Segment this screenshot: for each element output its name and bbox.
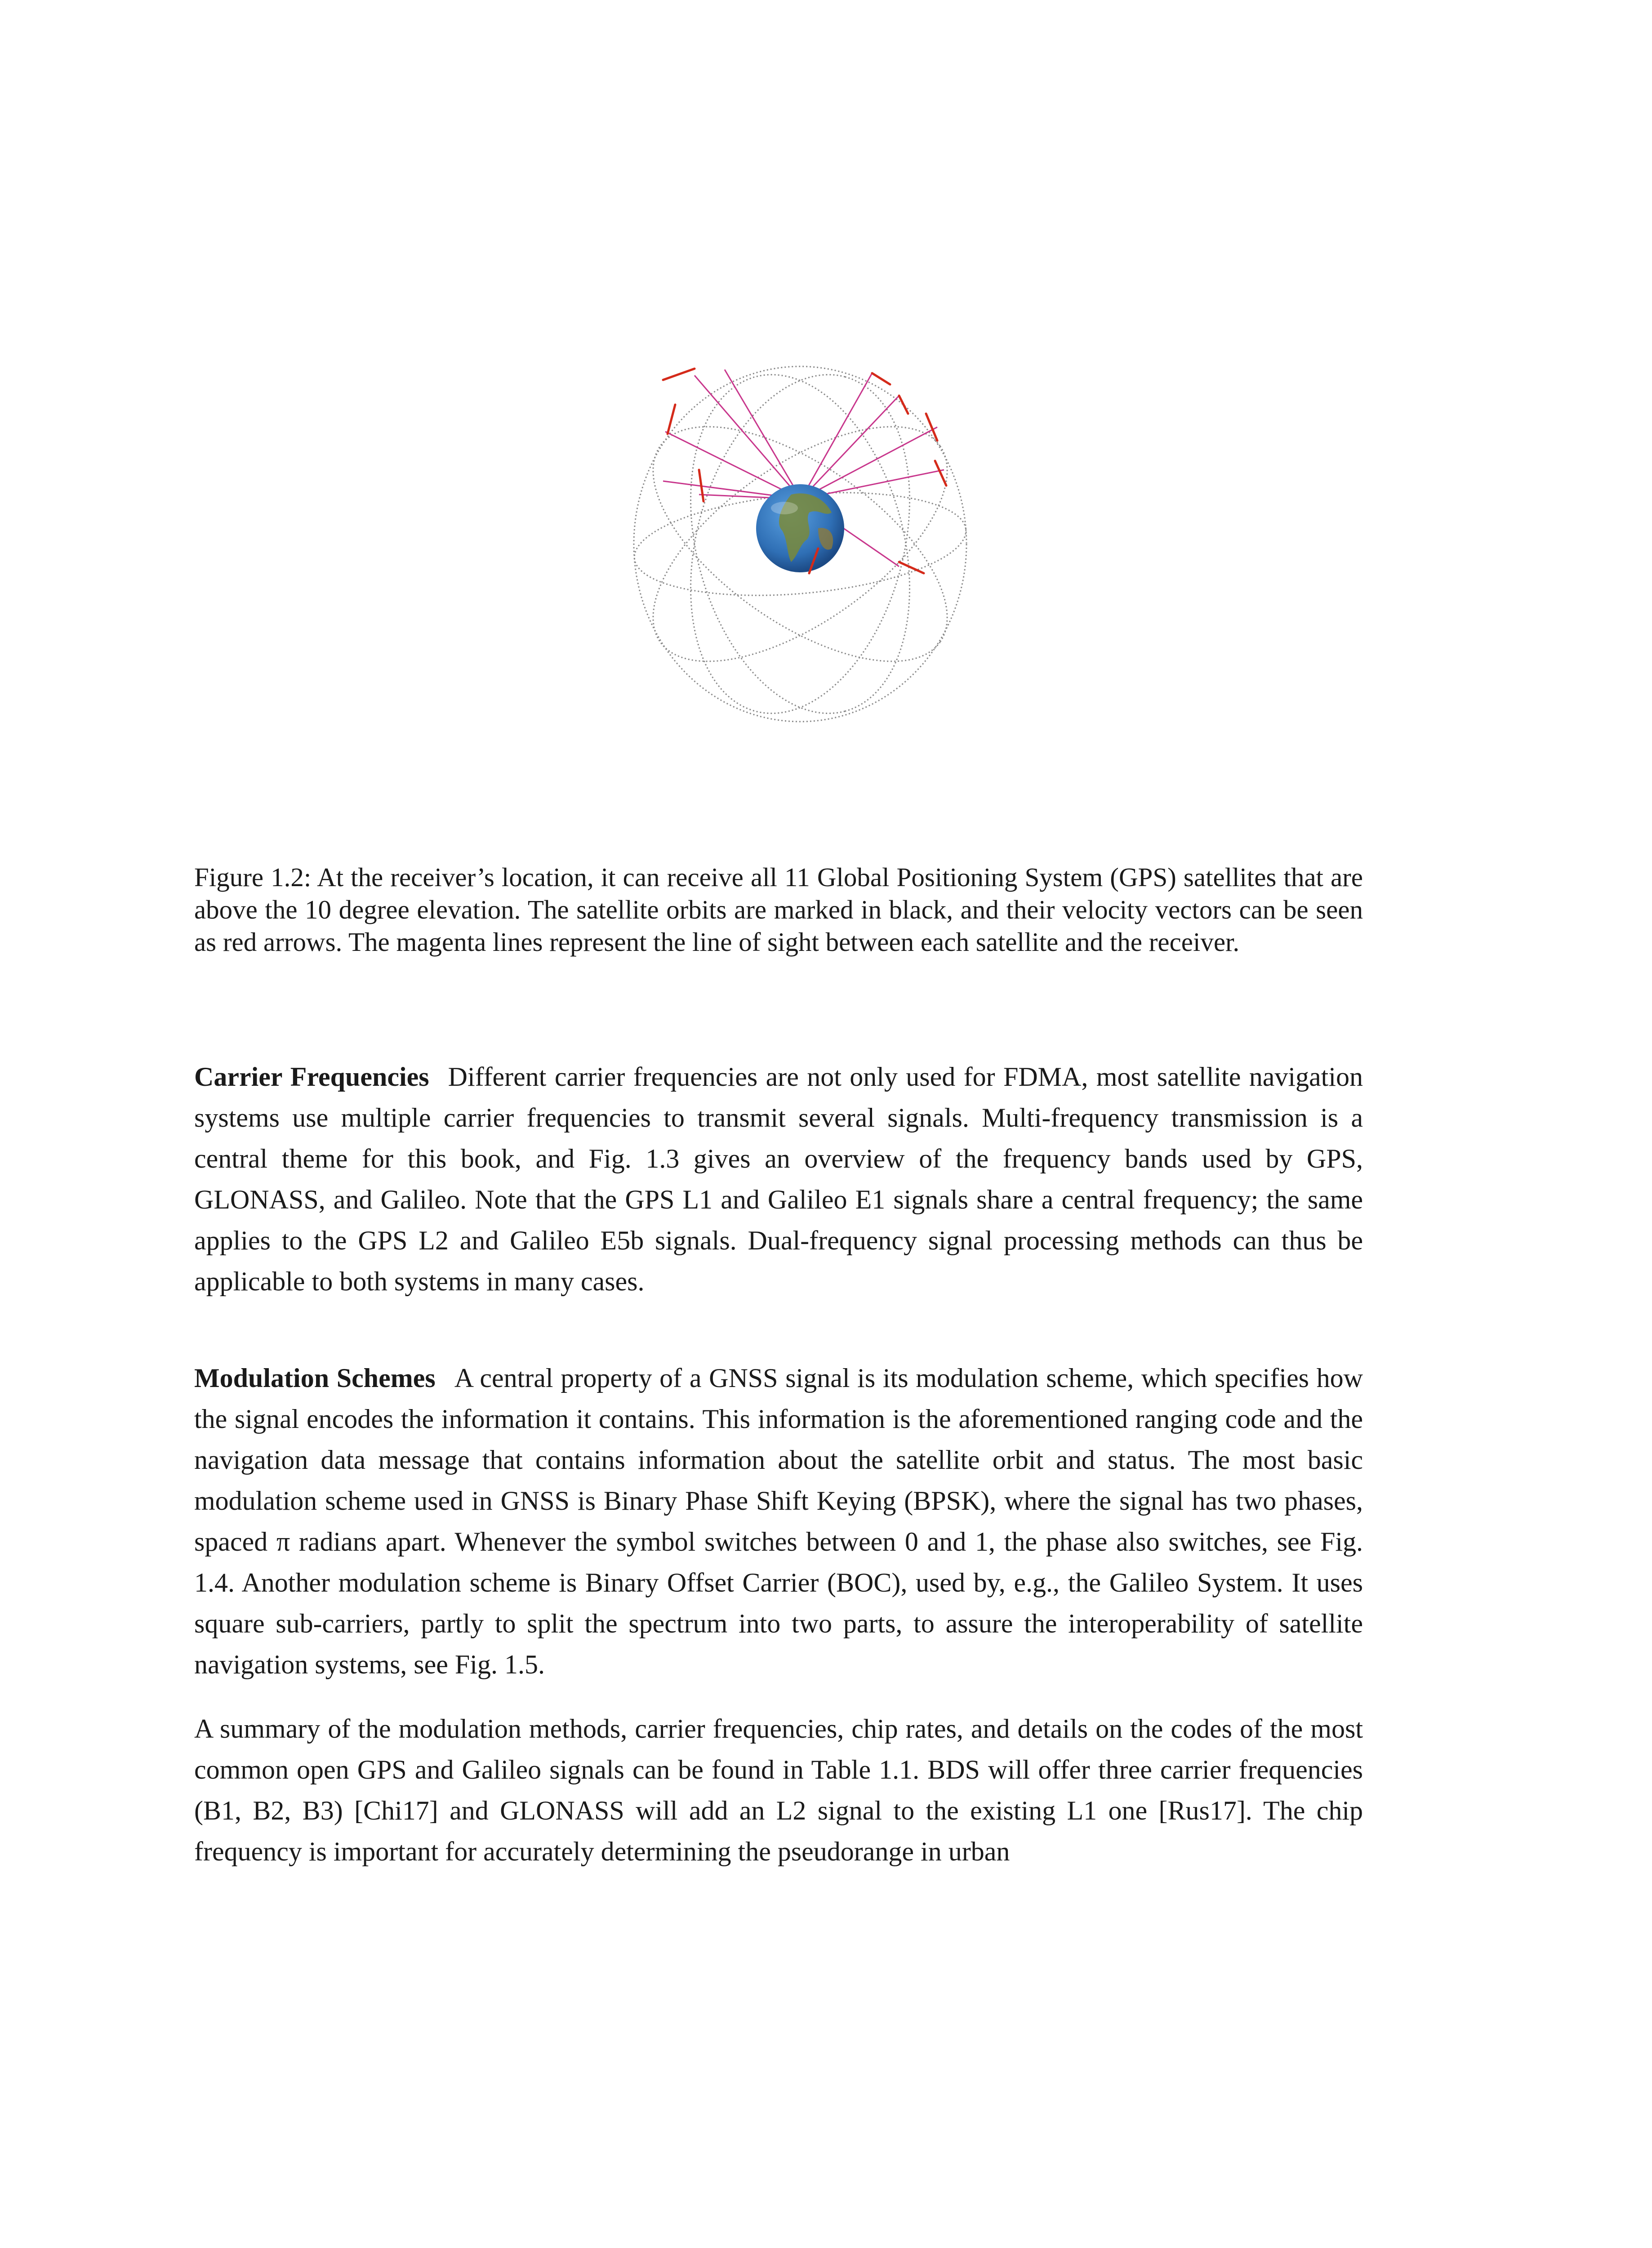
line-of-sight	[695, 375, 801, 499]
paragraph-text: A central property of a GNSS signal is its modulation scheme, which specifies how the signal encodes the information it contains. This information is the aforementioned ranging code and the navigation data message that contains information about the satellite orbit and status. The most basic modulation scheme used in GNSS is Binary Phase Shift Keying (BPSK), where the signal has two phases, spaced π radians apart. Whenever the symbol switches between 0 and 1, the phase also switches, see Fig. 1.4. Another modulation scheme is Binary Offset Carrier (BOC), used by, e.g., the Galileo System. It uses square sub-carriers, partly to split the spectrum into two parts, to assure the interoperability of satellite navigation systems, see Fig. 1.5.	[194, 1363, 1363, 1679]
velocity-vector	[663, 369, 695, 380]
velocity-vector	[899, 396, 908, 414]
earth-globe	[756, 484, 844, 572]
paragraph-text: Different carrier frequencies are not only used for FDMA, most satellite navigation systems use multiple carrier frequencies to transmit several signals. Multi-frequency transmission is a central theme for this book, and Fig. 1.3 gives an overview of the frequency bands used by GPS, GLONASS, and Galileo. Note that the GPS L1 and Galileo E1 signals share a central frequency; the same applies to the GPS L2 and Galileo E5b signals. Dual-frequency signal processing methods can thus be applicable to both systems in many cases.	[194, 1062, 1363, 1296]
constellation-diagram	[620, 351, 980, 737]
velocity-vector	[926, 414, 937, 441]
satellite-constellation-figure	[620, 351, 980, 737]
velocity-vector	[872, 373, 890, 384]
figure-caption: Figure 1.2: At the receiver’s location, it can receive all 11 Global Positioning System (GPS) satellites that are above the 10 degree elevation. The satellite orbits are marked in black, and their velocity vectors can be seen as red arrows. The magenta lines represent the line of sight between each satellite and the receiver.	[194, 862, 1363, 957]
paragraph-summary	[194, 1708, 1363, 1872]
paragraph-carrier-frequencies	[194, 1057, 1363, 1302]
paragraph-modulation-schemes	[194, 1358, 1363, 1685]
paragraph-heading: Modulation Schemes	[194, 1363, 436, 1393]
velocity-vector	[935, 461, 946, 486]
paragraph-text: A summary of the modulation methods, carrier frequencies, chip rates, and details on the codes of the most common open GPS and Galileo signals can be found in Table 1.1. BDS will offer three carrier frequencies (B1, B2, B3) [Chi17] and GLONASS will add an L2 signal to the existing L1 one [Rus17]. The chip frequency is important for accurately determining the pseudorange in urban	[194, 1714, 1363, 1866]
velocity-vector	[668, 405, 675, 434]
paragraph-heading: Carrier Frequencies	[194, 1062, 429, 1092]
